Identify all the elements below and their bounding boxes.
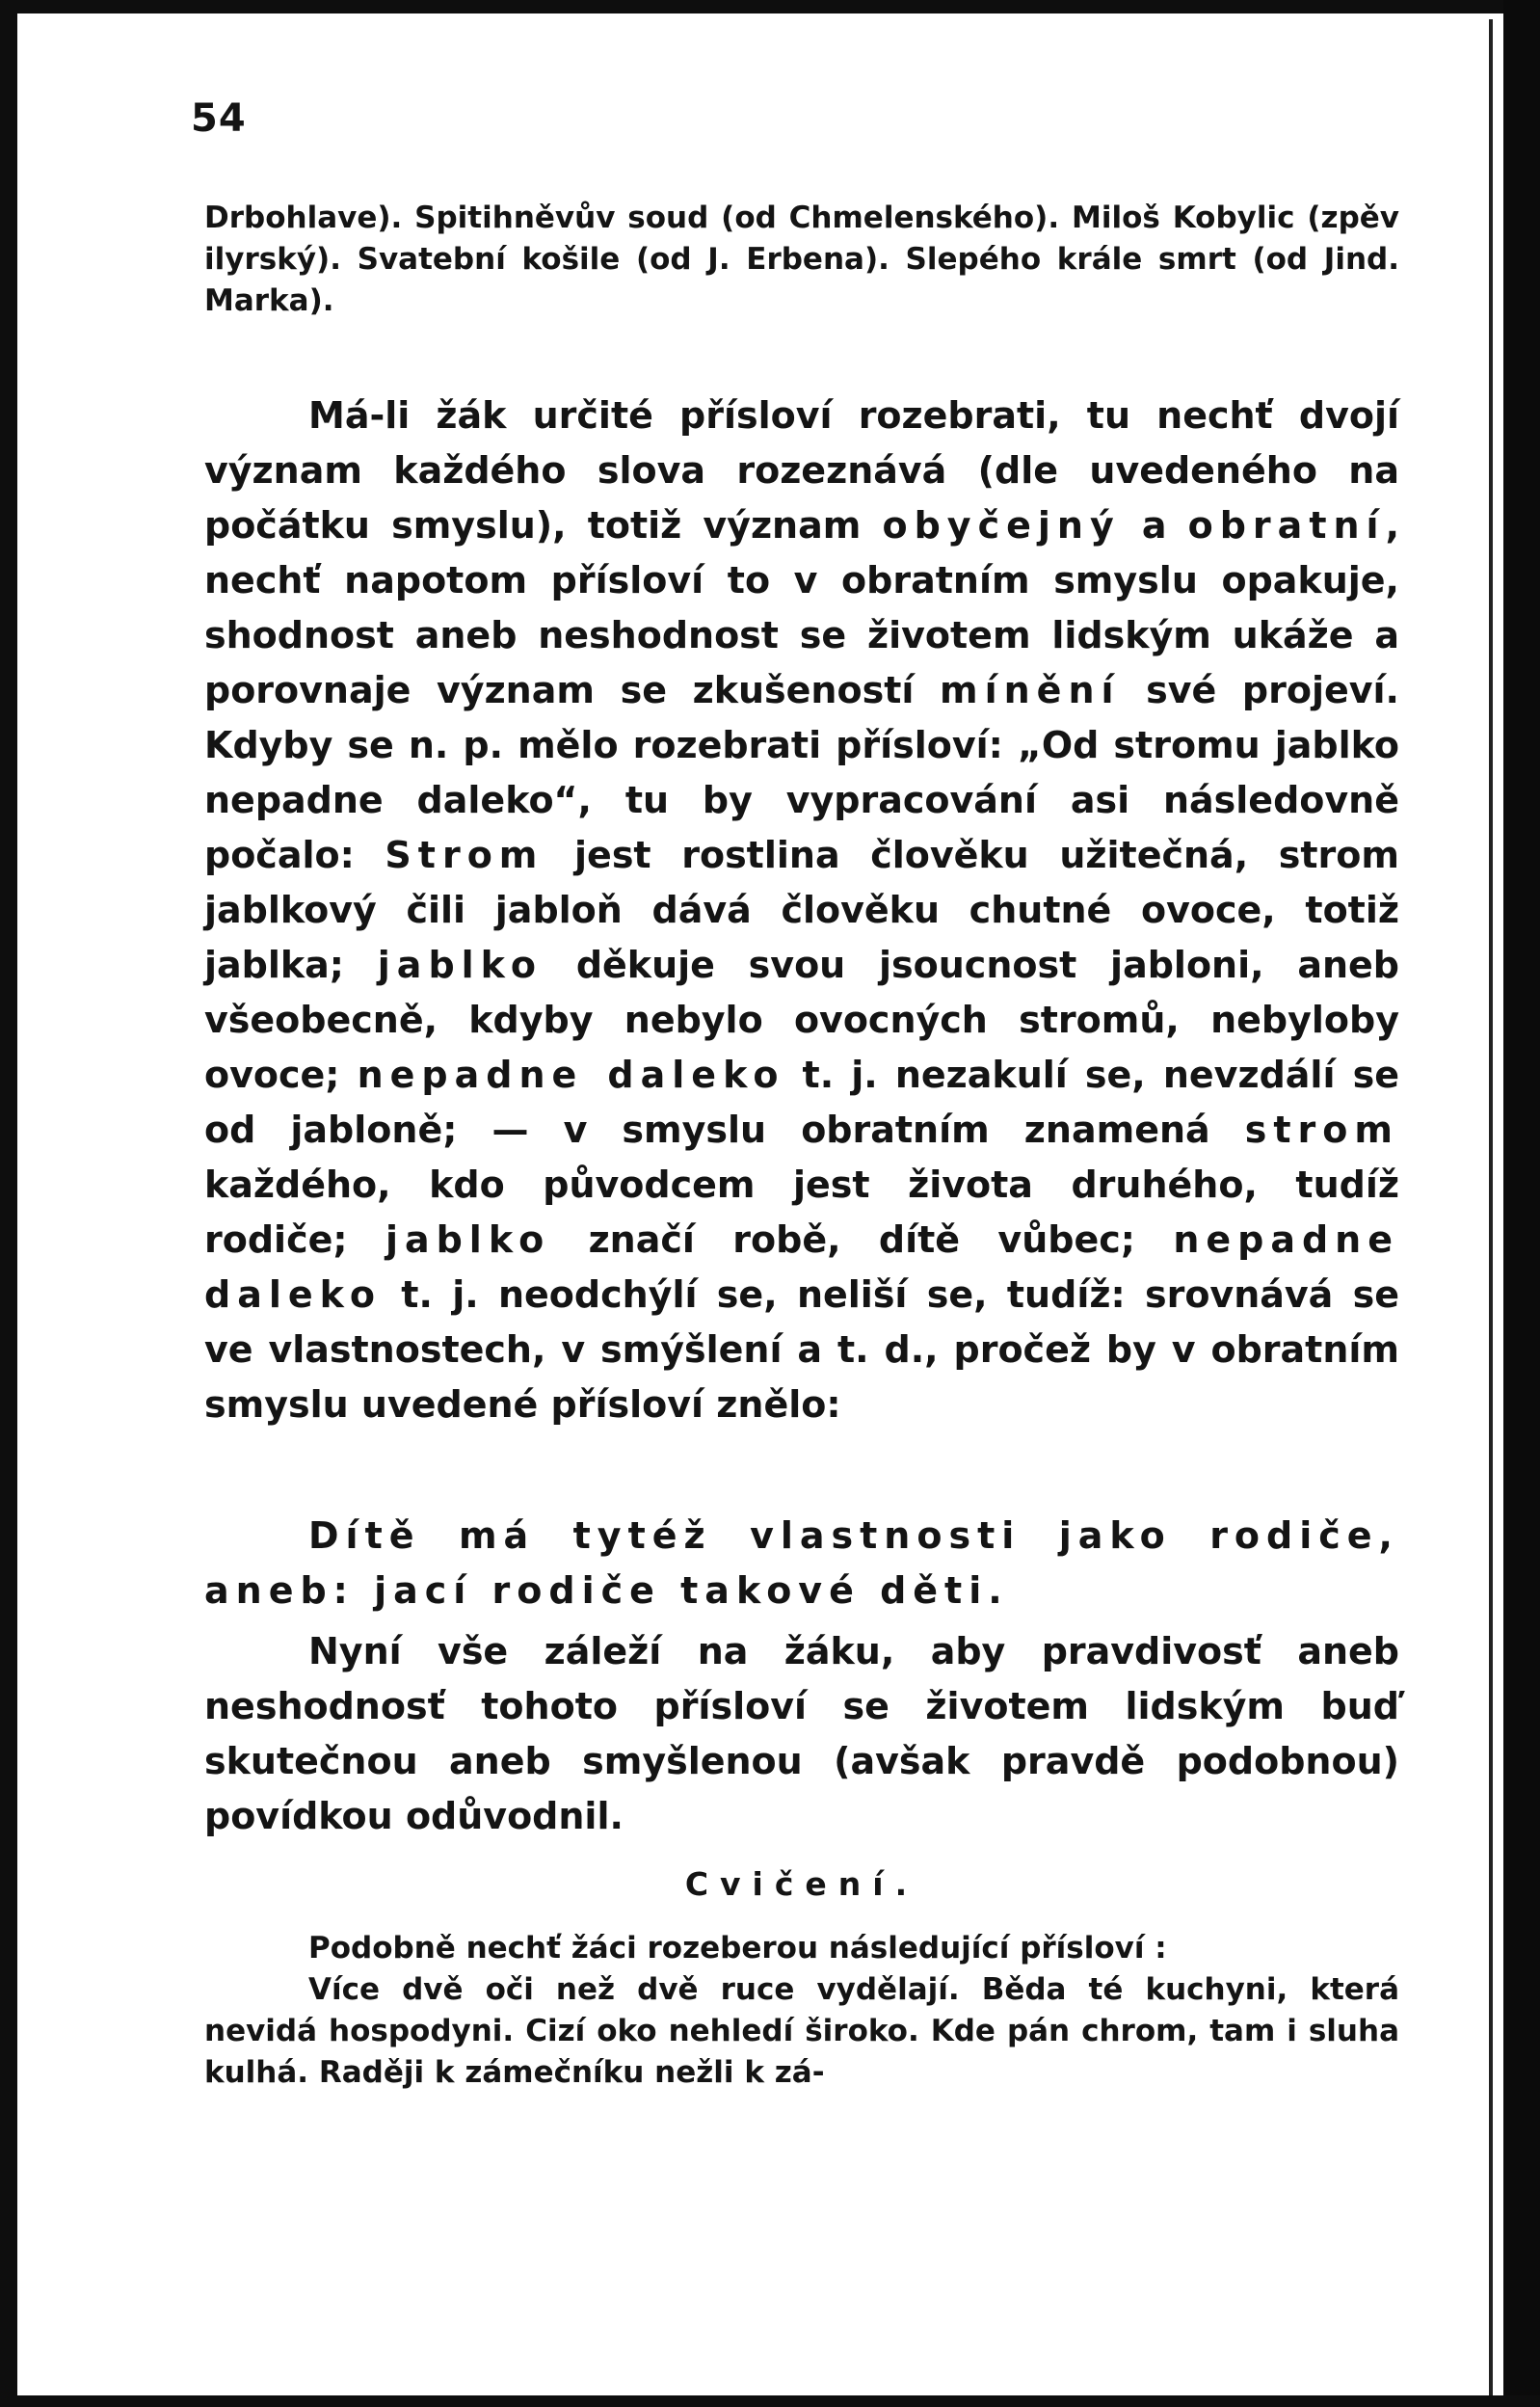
proverb-text: Dítě má tytéž vlastnosti jako rodiče, aneb: jací rodiče takové děti. [204,1514,1399,1612]
scan-border-left [0,0,17,2407]
scan-border-top [0,0,1540,13]
intro-text: Drbohlave). Spitihněvův soud (od Chmelenského). Miloš Kobylic (zpěv ilyrský). Svatební košile (od J. Erbena). Slepého krále smrt (od Jind. Marka). [204,201,1399,318]
page-edge-line [1489,19,1493,2400]
scan-border-right [1503,0,1540,2407]
page-number: 54 [191,96,247,141]
conclusion-text: Nyní vše záleží na žáku, aby pravdivosť aneb neshodnosť tohoto přísloví se životem lidským buď skutečnou aneb smyšlenou (avšak pravdě podobnou) povídkou odůvodnil. [204,1630,1399,1837]
exercise-text: Více dvě oči než dvě ruce vydělají. Běda té kuchyni, která nevidá hospodyni. Cizí oko nehledí široko. Kde pán chrom, tam i sluha kulhá. Raději k zámečníku nežli k zá- [204,1972,1399,2090]
scan-border-bottom [0,2395,1540,2407]
exercise-block [204,1928,1399,2094]
conclusion-paragraph [204,1624,1399,1844]
exercise-heading: Cvičení. [684,1865,919,1903]
main-paragraph [204,388,1399,1432]
main-paragraph-text: Má-li žák určité přísloví rozebrati, tu nechť dvojí význam každého slova rozeznává (dle uvedeného na počátku smyslu), totiž význam obyčejný a obratní, nechť napotom přísloví to v obratním smyslu opakuje, shodnost aneb neshodnost se životem lidským ukáže a porovnaje význam se zkušeností mínění své projeví. Kdyby se n. p. mělo rozebrati přísloví: „Od stromu jablko nepadne daleko“, tu by vypracování asi následovně počalo: Strom jest rostlina člověku užitečná, strom jablkový čili jabloň dává člověku chutné ovoce, totiž jablka; jablko děkuje svou jsoucnost jabloni, aneb všeobecně, kdyby nebylo ovocných stromů, nebyloby ovoce; nepadne daleko t. j. nezakulí se, nevzdálí se od jabloně; — v smyslu obratním znamená strom každého, kdo původcem jest života druhého, tudíž rodiče; jablko značí robě, dítě vůbec; nepadne daleko t. j. neodchýlí se, neliší se, tudíž: srovnává se ve vlastnostech, v smýšlení a t. d., pročež by v obratním smyslu uvedené přísloví znělo: [204,394,1400,1426]
proverb-paragraph [204,1509,1399,1618]
exercise-intro: Podobně nechť žáci rozeberou následující přísloví : [308,1931,1167,1966]
intro-paragraph [204,198,1399,322]
